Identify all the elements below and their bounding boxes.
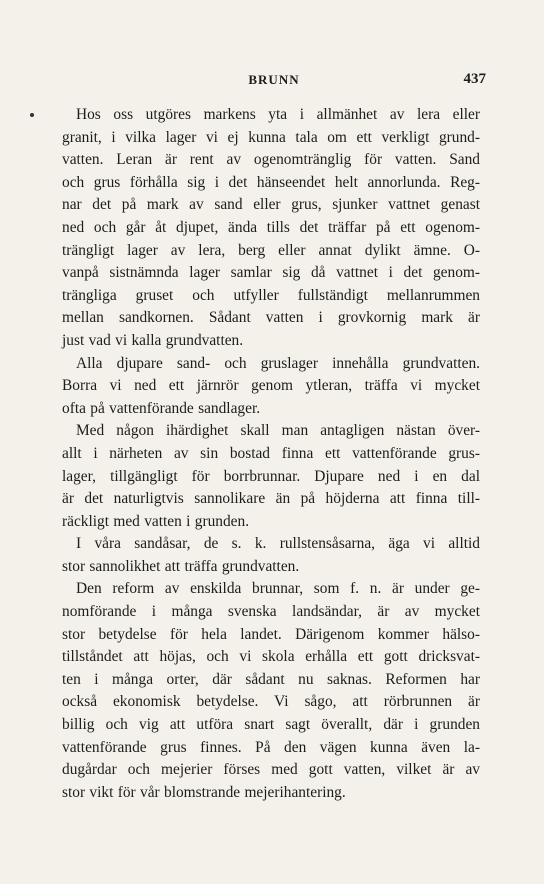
text-line: Borra vi ned ett järnrör genom ytleran, träffa vi mycket bbox=[62, 377, 480, 395]
running-title: BRUNN bbox=[248, 72, 300, 87]
text-line: granit, i vilka lager vi ej kunna tala om ett verkligt grund- bbox=[62, 128, 480, 146]
text-line: stor betydelse för hela landet. Därigenom kommer hälso- bbox=[62, 625, 480, 643]
paragraph bbox=[62, 578, 480, 804]
text-line: nomförande i många svenska landsändar, är av mycket bbox=[62, 603, 480, 621]
text-line: mellan sandkornen. Sådant vatten i grovkornig mark är bbox=[62, 309, 480, 327]
text-line: trängligt lager av lera, berg eller annat dylikt ämne. O- bbox=[62, 241, 480, 259]
paragraph bbox=[62, 353, 480, 421]
text-line: billig och vig att utföra snart sagt överallt, där i grunden bbox=[62, 716, 480, 734]
paragraph bbox=[62, 104, 480, 353]
paragraph bbox=[62, 533, 480, 578]
margin-mark bbox=[30, 113, 34, 117]
text-line: räckligt med vatten i grunden. bbox=[62, 512, 250, 530]
text-line: Alla djupare sand- och gruslager innehålla grundvatten. bbox=[76, 354, 480, 372]
text-line: Den reform av enskilda brunnar, som f. n. är under ge- bbox=[76, 580, 480, 598]
text-line: vattenförande grus finnes. På den vägen kunna även la- bbox=[62, 738, 480, 756]
text-line: stor vikt för vår blomstrande mejerihantering. bbox=[62, 783, 346, 801]
text-line: ten i många orter, där sådant nu saknas. Reformen har bbox=[62, 670, 480, 688]
text-line: också ekonomisk betydelse. Vi sågo, att rörbrunnen är bbox=[62, 693, 480, 711]
page-number: 437 bbox=[463, 71, 486, 87]
text-line: vatten. Leran är rent av ogenomtränglig för vatten. Sand bbox=[62, 151, 480, 169]
text-line: Hos oss utgöres markens yta i allmänhet av lera eller bbox=[76, 106, 480, 123]
text-line: och grus förhålla sig i det hänseendet helt annorlunda. Reg- bbox=[62, 173, 480, 191]
paragraph bbox=[62, 420, 480, 533]
text-line: I våra sandåsar, de s. k. rullstensåsarna, äga vi alltid bbox=[76, 535, 480, 553]
text-line: trängliga gruset och utfyller fullständigt mellanrummen bbox=[62, 286, 480, 304]
text-line: Med någon ihärdighet skall man antagligen nästan över- bbox=[76, 422, 480, 440]
text-line: nar det på mark av sand eller grus, sjunker vattnet genast bbox=[62, 196, 480, 214]
text-line: ofta på vattenförande sandlager. bbox=[62, 399, 261, 417]
text-line: lager, tillgängligt för borrbrunnar. Djupare ned i en dal bbox=[62, 467, 480, 485]
text-line: ned och går åt djupet, ända tills det träffar på ett ogenom- bbox=[62, 218, 480, 236]
text-line: vanpå sistnämnda lager samlar sig då vattnet i det genom- bbox=[62, 264, 480, 282]
text-line: stor sannolikhet att träffa grundvatten. bbox=[62, 557, 300, 575]
text-line: dugårdar och mejerier förses med gott vatten, vilket är av bbox=[62, 761, 480, 779]
text-line: allt i närheten av sin bostad finna ett vattenförande grus- bbox=[62, 444, 480, 462]
page-header bbox=[62, 72, 486, 92]
body-text bbox=[62, 104, 480, 804]
text-line: just vad vi kalla grundvatten. bbox=[62, 331, 244, 349]
text-line: är det naturligtvis sannolikare än på höjderna att finna till- bbox=[62, 490, 480, 508]
text-line: tillståndet att höjas, och vi skola erhålla ett gott dricksvat- bbox=[62, 648, 480, 666]
